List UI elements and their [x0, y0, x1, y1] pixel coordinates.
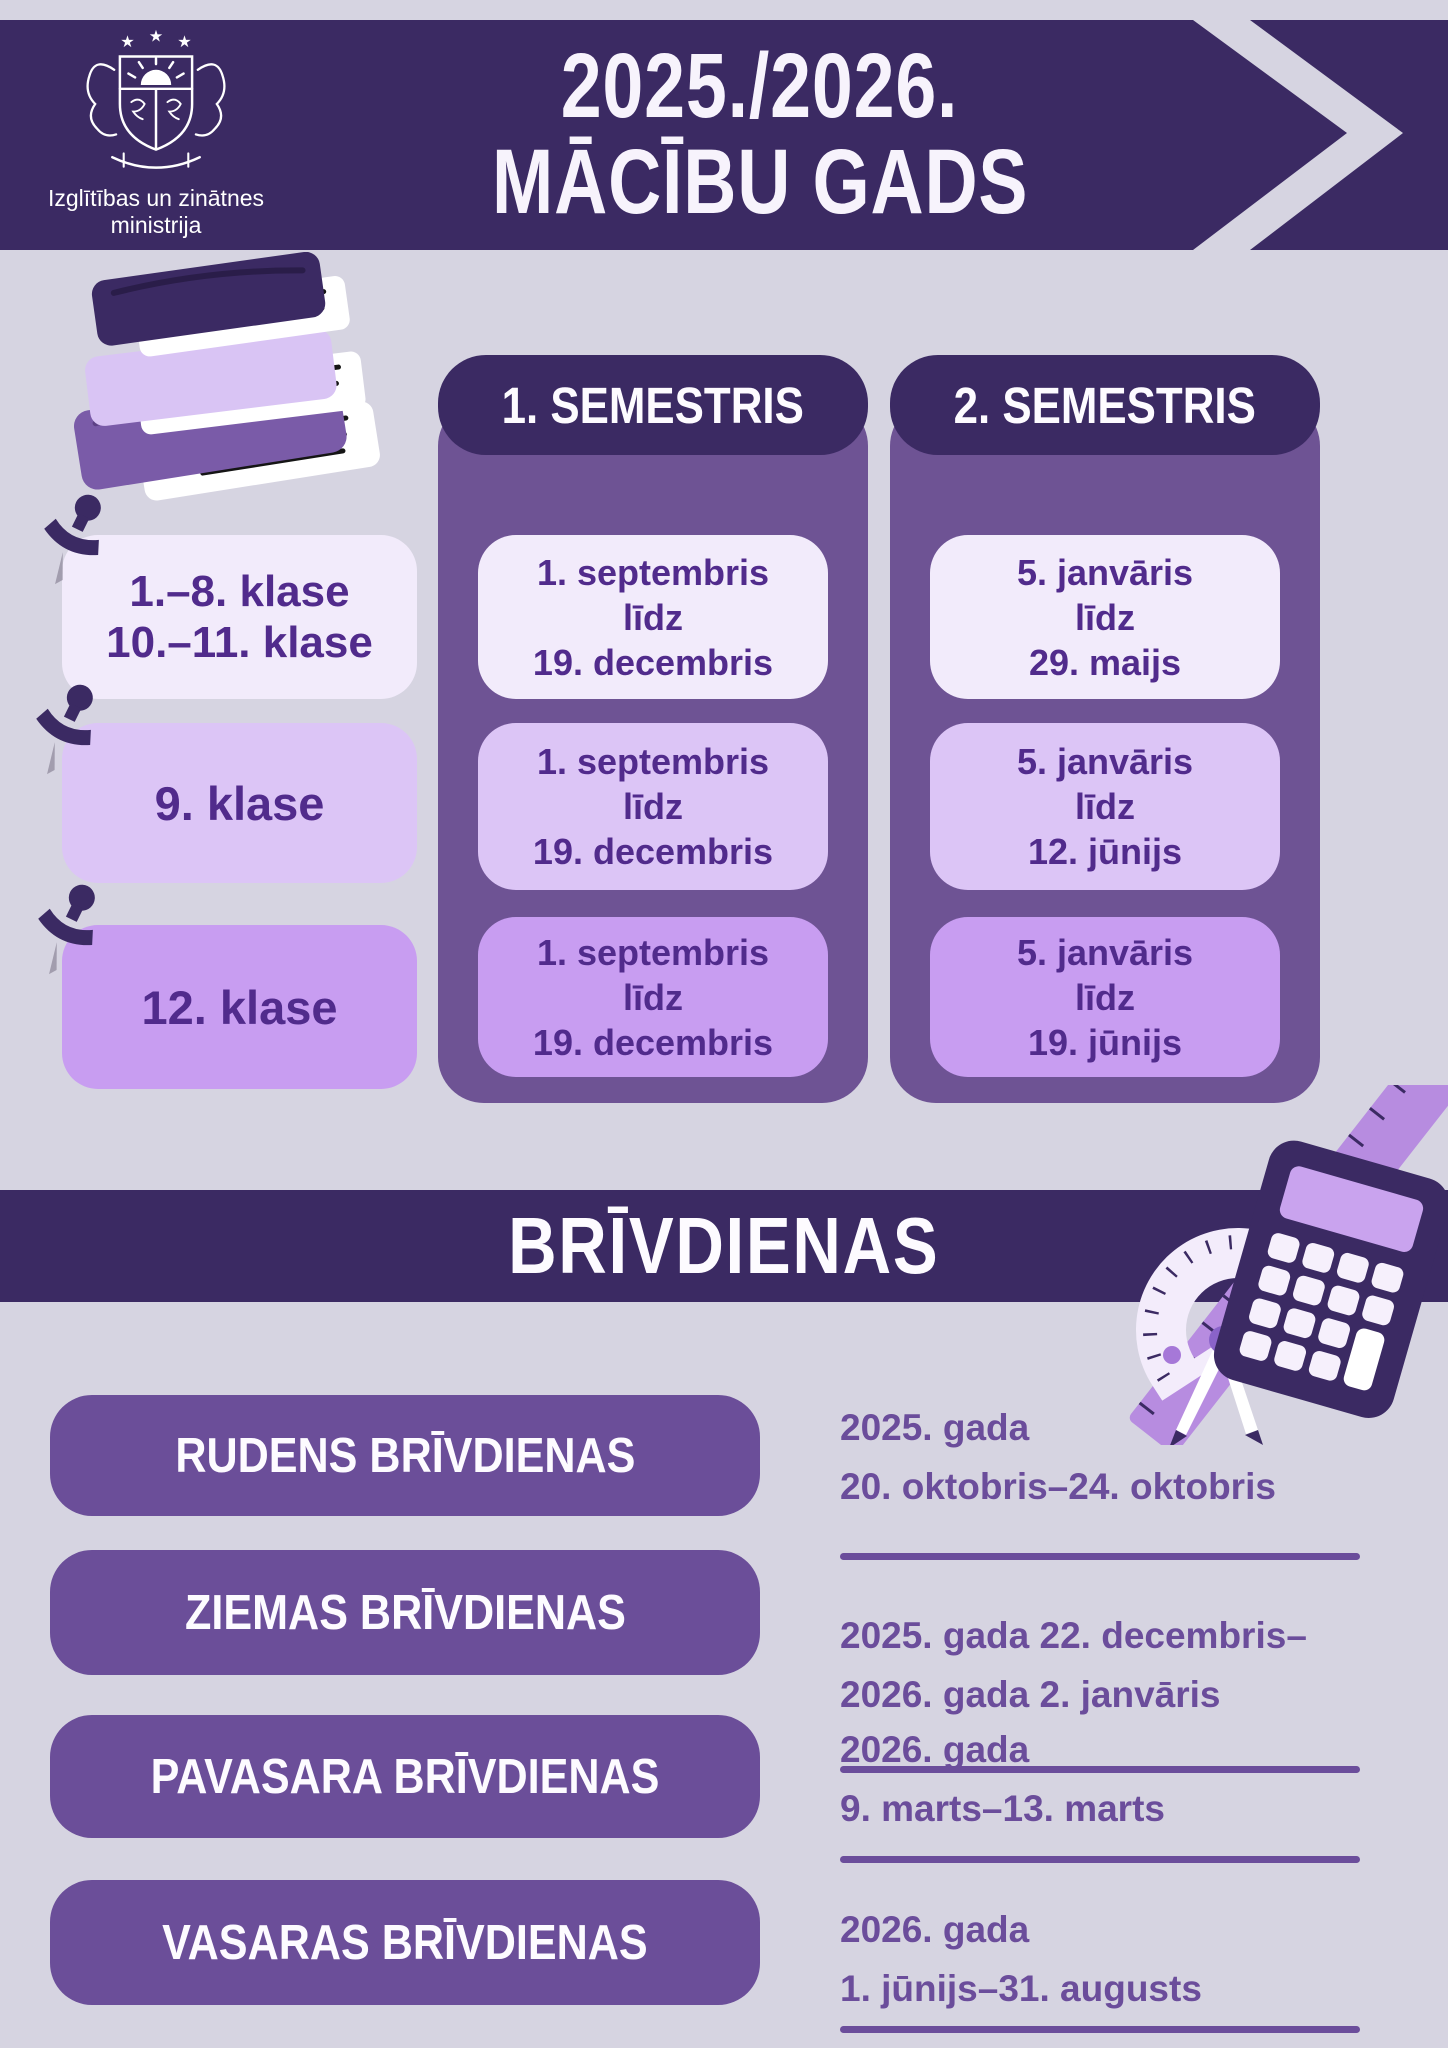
date-to: 19. decembris — [532, 1021, 774, 1063]
ministry-name-line1: Izglītības un zinātnes — [47, 185, 265, 211]
page-title-school-year: MĀCĪBU GADS — [491, 131, 1029, 233]
date-card-sem1-row2 — [478, 723, 828, 890]
header-banner — [0, 20, 1448, 250]
date-card-sem2-row1 — [930, 535, 1280, 699]
holiday-pill-winter — [50, 1550, 760, 1675]
divider-line — [840, 2026, 1360, 2033]
calculator-protractor-compass-ruler-illustration — [1128, 1085, 1448, 1445]
push-pin-icon — [26, 680, 110, 784]
holiday-date-line1: 2025. gada 22. decembris– — [840, 1615, 1307, 1656]
holidays-section-title: BRĪVDIENAS — [508, 1201, 940, 1290]
push-pin-icon — [28, 880, 112, 984]
holiday-name: VASARAS BRĪVDIENAS — [162, 1915, 648, 1970]
class-label: 9. klase — [154, 776, 325, 830]
class-label-line1: 1.–8. klase — [129, 566, 350, 616]
date-to: 29. maijs — [1028, 641, 1182, 683]
date-from: 5. janvāris — [1016, 741, 1194, 782]
date-from: 1. septembris — [536, 551, 770, 593]
date-until-word: līdz — [1075, 976, 1135, 1018]
page-title — [330, 20, 1190, 250]
holiday-name: RUDENS BRĪVDIENAS — [174, 1428, 635, 1483]
date-card-sem2-row2 — [930, 723, 1280, 890]
divider-line — [840, 1553, 1360, 1560]
holiday-dates-summer — [840, 1900, 1380, 2018]
ministry-logo-block — [38, 28, 274, 238]
page-title-years: 2025./2026. — [561, 35, 959, 138]
date-until-word: līdz — [623, 786, 683, 827]
date-until-word: līdz — [1075, 786, 1135, 827]
date-from: 1. septembris — [536, 931, 770, 973]
svg-text:★: ★ — [148, 28, 164, 46]
holiday-date-line2: 20. oktobris–24. oktobris — [840, 1466, 1276, 1508]
class-card-12 — [62, 925, 417, 1089]
date-until-word: līdz — [1075, 596, 1135, 638]
books-stack-illustration — [52, 252, 387, 517]
holiday-date-line1: 2026. gada — [840, 1909, 1030, 1950]
holiday-dates-winter — [840, 1606, 1380, 1724]
date-until-word: līdz — [623, 976, 683, 1018]
divider-line — [840, 1856, 1360, 1863]
ministry-name-line2: ministrija — [110, 211, 202, 238]
date-card-sem1-row3 — [478, 917, 828, 1077]
semester-1-header — [438, 355, 868, 455]
latvia-coat-of-arms-icon — [56, 28, 256, 180]
class-label: 12. klase — [141, 980, 338, 1034]
holiday-dates-spring — [840, 1720, 1380, 1838]
svg-text:★: ★ — [120, 32, 135, 51]
holiday-pill-spring — [50, 1715, 760, 1838]
holiday-date-line2: 9. marts–13. marts — [840, 1788, 1165, 1830]
date-from: 5. janvāris — [1016, 551, 1194, 593]
date-card-sem1-row1 — [478, 535, 828, 699]
date-from: 1. septembris — [536, 741, 770, 782]
holiday-date-line1: 2025. gada — [840, 1407, 1030, 1448]
semester-2-header — [890, 355, 1320, 455]
holiday-date-line2: 2026. gada 2. janvāris — [840, 1674, 1221, 1716]
semester-1-header-label: 1. SEMESTRIS — [501, 376, 805, 434]
date-card-sem2-row3 — [930, 917, 1280, 1077]
date-to: 12. jūnijs — [1027, 831, 1183, 872]
holiday-name: ZIEMAS BRĪVDIENAS — [184, 1585, 626, 1640]
class-label-line2: 10.–11. klase — [106, 618, 373, 667]
date-to: 19. jūnijs — [1027, 1021, 1183, 1063]
class-card-9 — [62, 723, 417, 883]
holiday-pill-autumn — [50, 1395, 760, 1516]
date-until-word: līdz — [623, 596, 683, 638]
holiday-name: PAVASARA BRĪVDIENAS — [150, 1749, 660, 1804]
semester-2-header-label: 2. SEMESTRIS — [953, 376, 1257, 434]
svg-text:★: ★ — [177, 32, 192, 51]
date-from: 5. janvāris — [1016, 931, 1194, 973]
holiday-pill-summer — [50, 1880, 760, 2005]
holiday-date-line1: 2026. gada — [840, 1729, 1030, 1770]
date-to: 19. decembris — [532, 641, 774, 683]
date-to: 19. decembris — [532, 831, 774, 872]
holiday-date-line2: 1. jūnijs–31. augusts — [840, 1968, 1202, 2010]
push-pin-icon — [34, 490, 118, 594]
